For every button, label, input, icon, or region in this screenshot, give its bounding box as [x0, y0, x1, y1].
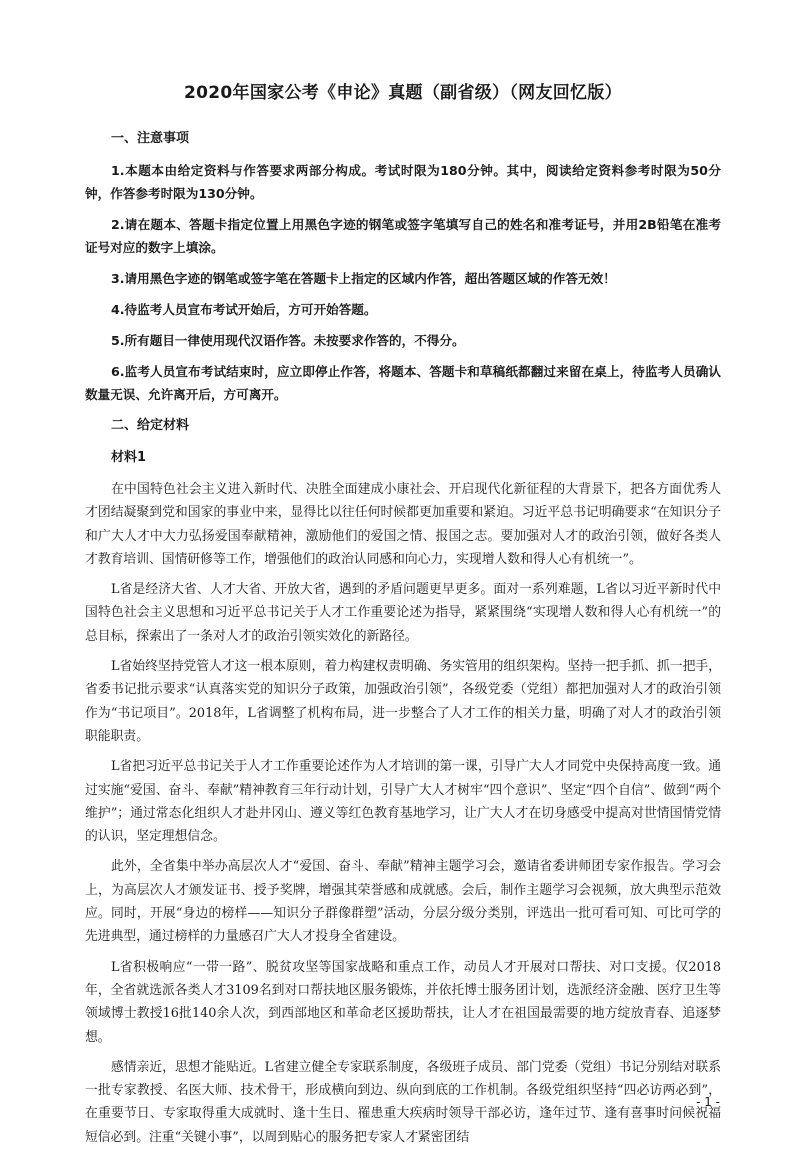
- body-paragraph: L省是经济大省、人才大省、开放大省，遇到的矛盾问题更早更多。面对一系列难题，L省以习近平新时代中国特色社会主义思想和习近平总书记关于人才工作重要论述为指导，紧紧围绕“实现增人数和得人心有机统一”的总目标，探索出了一条对人才的政治引领实效化的新路径。: [85, 582, 721, 644]
- page-number: - 1 -: [696, 1095, 720, 1109]
- note-item: 3.请用黑色字迹的钢笔或签字笔在答题卡上指定的区域内作答，超出答题区域的作答无效！: [111, 271, 616, 286]
- section-heading-materials: 二、给定材料: [111, 418, 190, 433]
- body-paragraph: 感情亲近，思想才能贴近。L省建立健全专家联系制度，各级班子成员、部门党委（党组）书记分别结对联系一批专家教授、名医大师、技术骨干，形成横向到边、纵向到底的工作机制。各级党组织坚持“四必访两必到”，在重要节日、专家取得重大成就时、逢十生日、罹患重大疾病时领导干部必访，逢年过节、逢有喜事时问候祝福短信必到。注重“关键小事”，以周到贴心的服务把专家人才紧密团结: [85, 1059, 721, 1145]
- note-item: 1.本题本由给定资料与作答要求两部分构成。考试时限为180分钟。其中，阅读给定资料参考时限为50分钟，作答参考时限为130分钟。: [85, 163, 721, 201]
- section-heading-notes: 一、注意事项: [111, 131, 190, 146]
- note-item: 2.请在题本、答题卡指定位置上用黑色字迹的钢笔或签字笔填写自己的姓名和准考证号，并用2B铅笔在准考证号对应的数字上填涂。: [85, 217, 721, 255]
- body-paragraph: L省积极响应“一带一路”、脱贫攻坚等国家战略和重点工作，动员人才开展对口帮扶、对口支援。仅2018年，全省就选派各类人才3109名到对口帮扶地区服务锻炼，并依托博士服务团计划，选派经济金融、医疗卫生等领域博士教授16批140余人次，到西部地区和革命老区援助帮扶，让人才在祖国最需要的地方绽放青春、追逐梦想。: [85, 959, 721, 1045]
- material-heading: 材料1: [111, 450, 147, 465]
- body-paragraph: L省把习近平总书记关于人才工作重要论述作为人才培训的第一课，引导广大人才同党中央保持高度一致。通过实施“爱国、奋斗、奉献”精神教育三年行动计划，引导广大人才树牢“四个意识”、坚定“四个自信”、做到“两个维护”；通过常态化组织人才赴井冈山、遵义等红色教育基地学习，让广大人才在切身感受中提高对世情国情党情的认识，坚定理想信念。: [85, 759, 721, 845]
- note-item: 4.待监考人员宣布考试开始后，方可开始答题。: [111, 302, 377, 317]
- body-paragraph: 在中国特色社会主义进入新时代、决胜全面建成小康社会、开启现代化新征程的大背景下，把各方面优秀人才团结凝聚到党和国家的事业中来，显得比以往任何时候都更加重要和紧迫。习近平总书记明确要求“在知识分子和广大人才中大力弘扬爱国奉献精神，激励他们的爱国之情、报国之志。要加强对人才的政治引领，做好各类人才教育培训、国情研修等工作，增强他们的政治认同感和向心力，实现增人数和得人心有机统一”。: [85, 482, 721, 567]
- note-item: 5.所有题目一律使用现代汉语作答。未按要求作答的，不得分。: [111, 333, 465, 348]
- note-item: 6.监考人员宣布考试结束时，应立即停止作答，将题本、答题卡和草稿纸都翻过来留在桌上，待监考人员确认数量无误、允许离开后，方可离开。: [85, 364, 721, 402]
- page-title: 2020年国家公考《申论》真题（副省级）（网友回忆版）: [184, 83, 622, 103]
- document-page: [85, 78, 721, 1156]
- body-paragraph: L省始终坚持党管人才这一根本原则，着力构建权责明确、务实管用的组织架构。坚持一把手抓、抓一把手，省委书记批示要求“认真落实党的知识分子政策，加强政治引领”，各级党委（党组）都把加强对人才的政治引领作为“书记项目”。2018年，L省调整了机构布局，进一步整合了人才工作的相关力量，明确了对人才的政治引领职能职责。: [85, 659, 721, 744]
- body-paragraph: 此外，全省集中举办高层次人才“爱国、奋斗、奉献”精神主题学习会，邀请省委讲师团专家作报告。学习会上，为高层次人才颁发证书、授予奖牌，增强其荣誉感和成就感。会后，制作主题学习会视频，放大典型示范效应。同时，开展“身边的榜样——知识分子群像群塑”活动，分层分级分类别，评选出一批可看可知、可比可学的先进典型，通过榜样的力量感召广大人才投身全省建设。: [85, 859, 721, 945]
